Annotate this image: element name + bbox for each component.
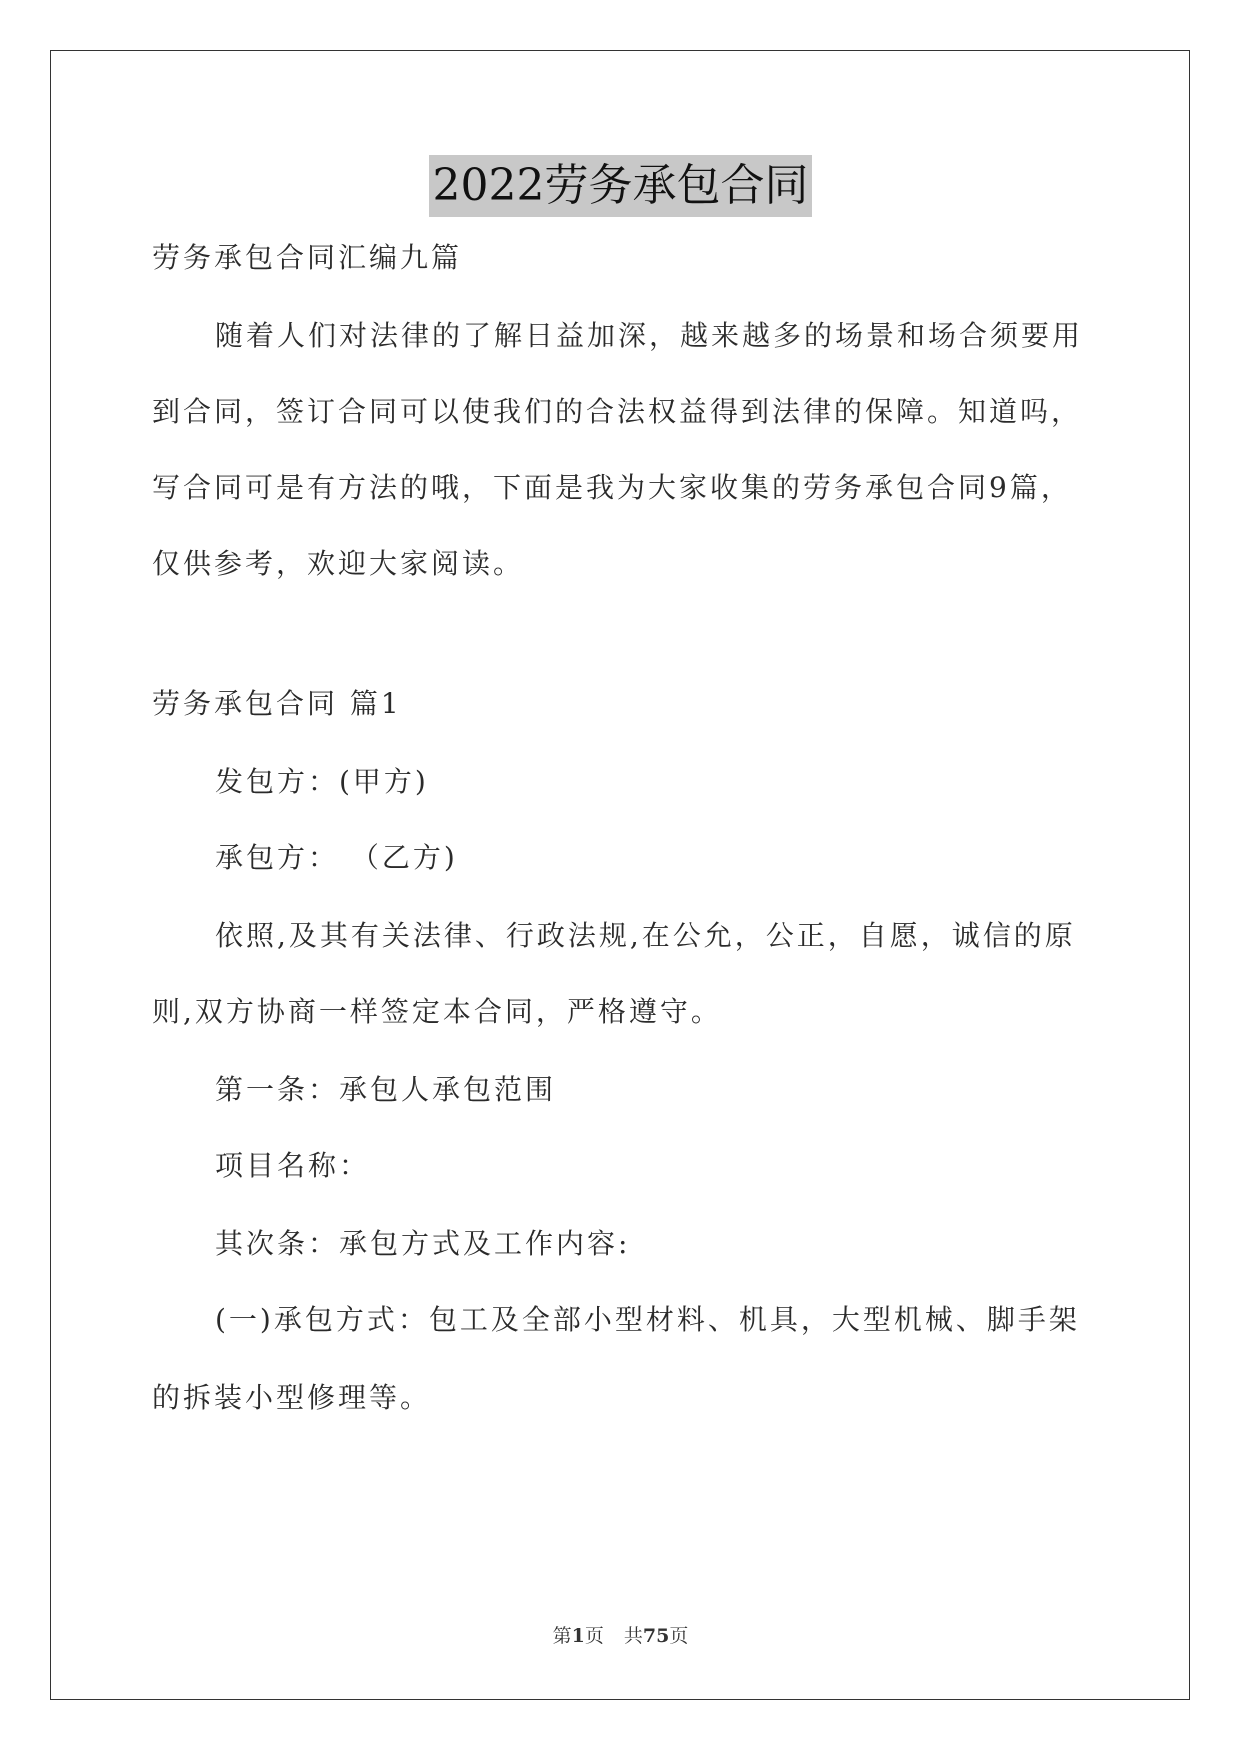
contract-method-line-2: 的拆装小型修理等。 — [152, 1381, 432, 1414]
intro-paragraph-line-2: 到合同，签订合同可以使我们的合法权益得到法律的保障。知道吗， — [152, 395, 1083, 428]
basis-paragraph-line-1: 依照,及其有关法律、行政法规,在公允，公正，自愿，诚信的原 — [215, 919, 1076, 952]
intro-paragraph-line-3: 写合同可是有方法的哦，下面是我为大家收集的劳务承包合同9篇， — [152, 471, 1072, 504]
intro-paragraph-line-1: 随着人们对法律的了解日益加深，越来越多的场景和场合须要用 — [215, 319, 1084, 352]
total-prefix: 共 — [623, 1625, 643, 1647]
article-two-heading: 其次条：承包方式及工作内容: — [215, 1227, 631, 1260]
intro-paragraph-line-4: 仅供参考，欢迎大家阅读。 — [152, 547, 525, 580]
page-suffix: 页 — [584, 1625, 604, 1647]
total-pages: 75 — [642, 1625, 670, 1647]
contract-method-line-1: (一)承包方式：包工及全部小型材料、机具，大型机械、脚手架 — [215, 1303, 1080, 1336]
page-prefix: 第 — [552, 1625, 572, 1647]
section-heading: 劳务承包合同 篇1 — [152, 687, 402, 720]
project-name-line: 项目名称： — [215, 1149, 371, 1182]
article-one-heading: 第一条：承包人承包范围 — [215, 1073, 557, 1106]
page-number: 1 — [571, 1625, 585, 1647]
title-container — [0, 155, 1241, 217]
party-a-line: 发包方：(甲方) — [215, 765, 429, 798]
basis-paragraph-line-2: 则,双方协商一样签定本合同，严格遵守。 — [152, 995, 722, 1028]
party-b-line: 承包方： （乙方) — [215, 841, 458, 874]
total-suffix: 页 — [669, 1625, 689, 1647]
collection-heading: 劳务承包合同汇编九篇 — [152, 241, 463, 274]
page-footer — [0, 1624, 1241, 1648]
document-title: 2022劳务承包合同 — [429, 155, 813, 217]
